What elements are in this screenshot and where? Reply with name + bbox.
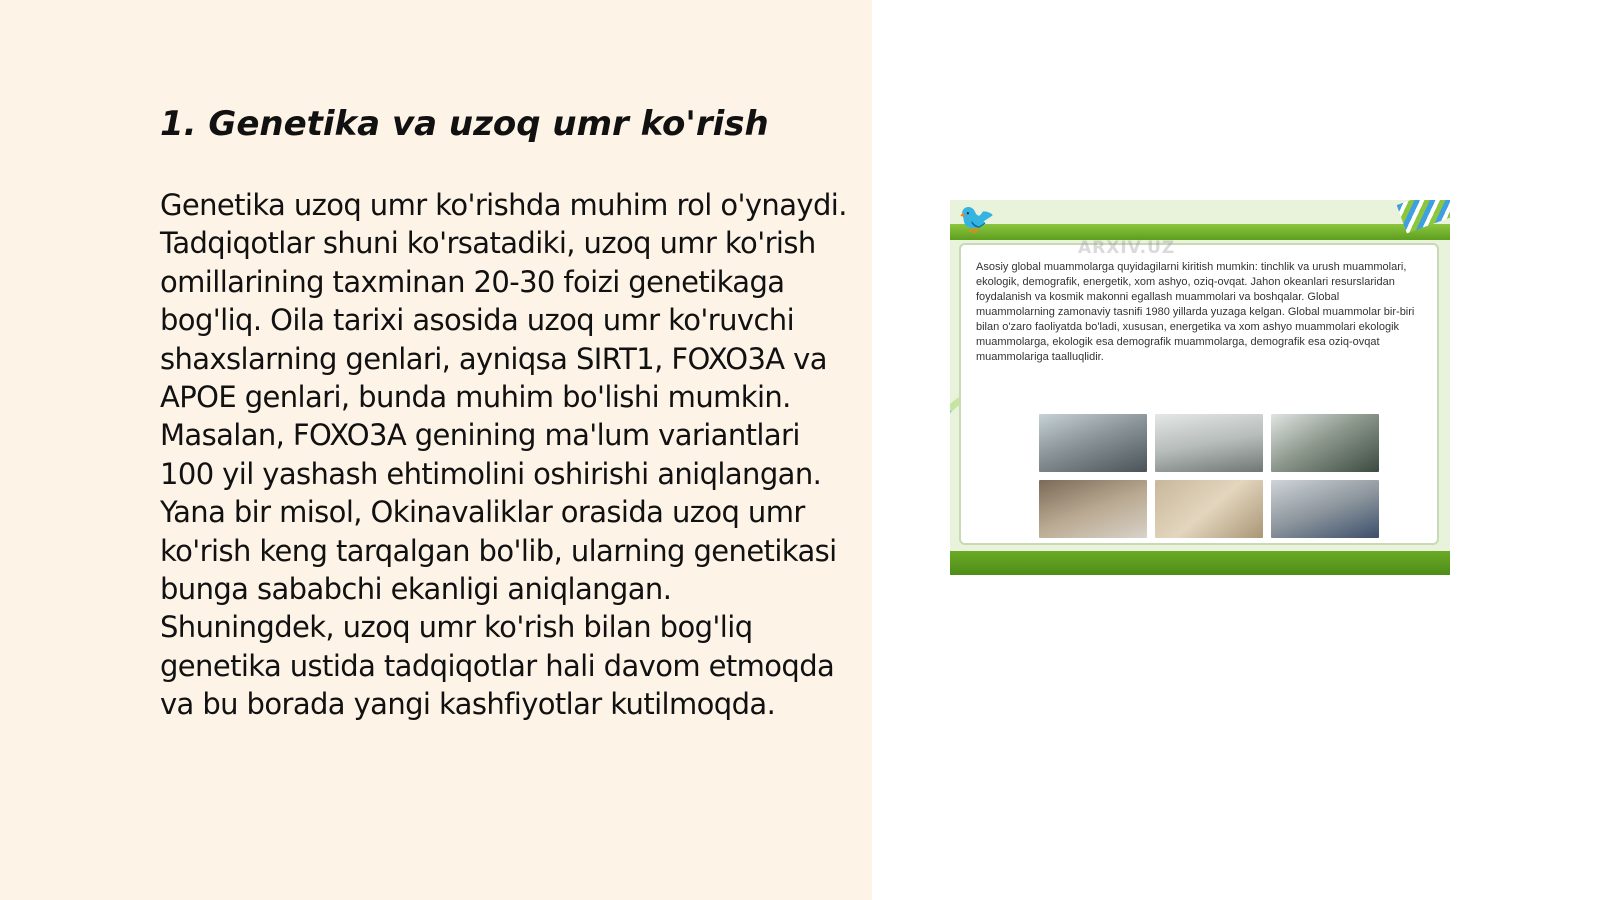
photo-grid: [1039, 414, 1379, 540]
embedded-slide-image: [950, 200, 1450, 575]
photo-thumbnail: [1271, 414, 1379, 472]
slide-heading: 1. Genetika va uzoq umr ko'rish: [160, 104, 769, 144]
photo-thumbnail: [1039, 480, 1147, 538]
photo-thumbnail: [1155, 414, 1263, 472]
watermark: ARXIV.UZ: [1078, 238, 1176, 258]
frame-bottom-bar: [950, 551, 1450, 575]
photo-thumbnail: [1039, 414, 1147, 472]
embedded-image-text: Asosiy global muammolarga quyidagilarni kiritish mumkin: tinchlik va urush muammolari, ekologik, demografik, energetik, xom ashyo, oziq-ovqat. Jahon okeanlari resurslaridan foydalanish va kosmik makonni egallash muammolari va boshqalar. Global muammolarning zamonaviy tasnifi 1980 yillarda yuzaga kelgan. Global muammolar bir-biri bilan o'zaro faoliyatda bo'ladi, xususan, energetika va xom ashyo muammolari ekologik muammolarga, ekologik esa demografik muammolarga, demografik esa oziq-ovqat muammolariga taalluqlidir.: [976, 261, 1415, 363]
photo-thumbnail: [1155, 480, 1263, 538]
bird-icon: 🐦: [958, 202, 996, 237]
slide-body-text: Genetika uzoq umr ko'rishda muhim rol o'ynaydi. Tadqiqotlar shuni ko'rsatadiki, uzoq umr ko'rish omillarining taxminan 20-30 foizi genetikaga bog'liq. Oila tarixi asosida uzoq umr ko'ruvchi shaxslarning genlari, ayniqsa SIRT1, FOXO3A va APOE genlari, bunda muhim bo'lishi mumkin. Masalan, FOXO3A genining ma'lum variantlari 100 yil yashash ehtimolini oshirishi aniqlangan. Yana bir misol, Okinavaliklar orasida uzoq umr ko'rish keng tarqalgan bo'lib, ularning genetikasi bunga sababchi ekanligi aniqlangan. Shuningdek, uzoq umr ko'rish bilan bog'liq genetika ustida tadqiqotlar hali davom etmoqda va bu borada yangi kashfiyotlar kutilmoqda.: [160, 188, 847, 722]
photo-thumbnail: [1271, 480, 1379, 538]
frame-top-bar: [950, 224, 1450, 240]
